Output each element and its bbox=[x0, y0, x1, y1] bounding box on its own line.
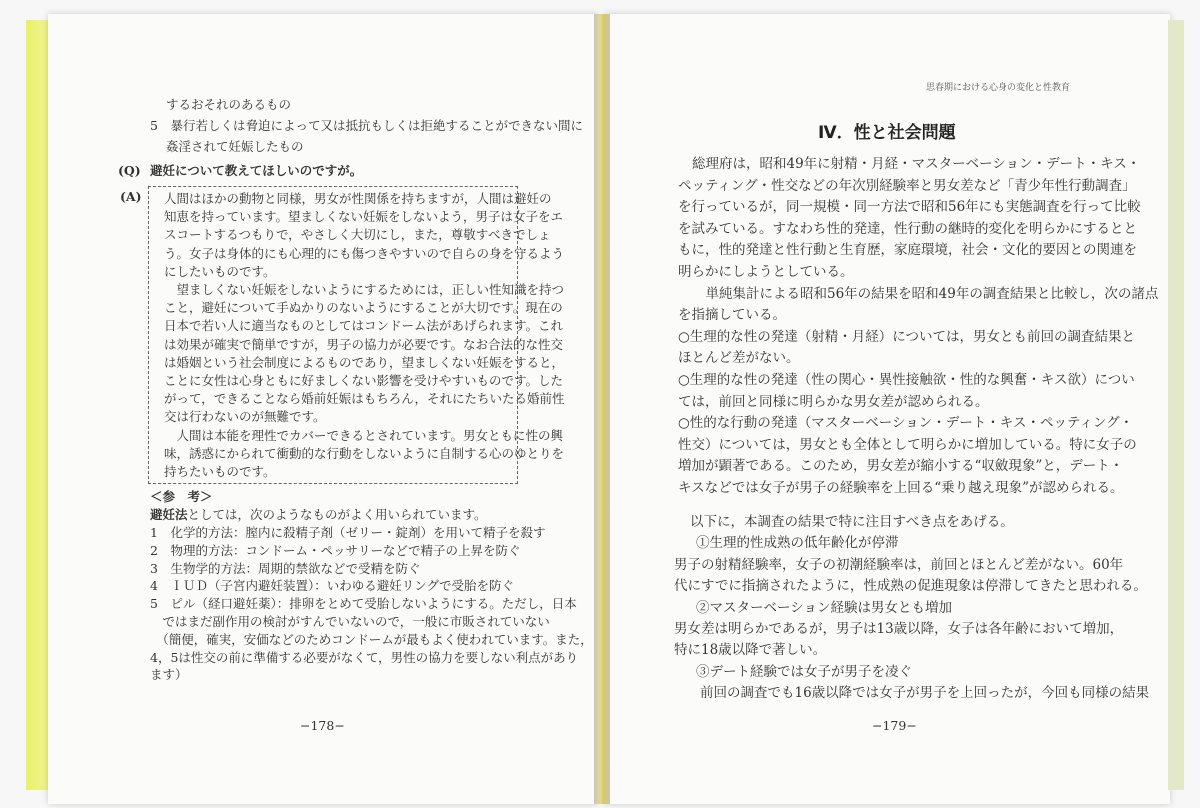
reference-lead-bold: 避妊法 bbox=[150, 507, 188, 522]
left-line: 姦淫されて妊娠したもの bbox=[166, 139, 304, 154]
question-text: 避妊について教えてほしいのですが。 bbox=[150, 163, 363, 178]
text-line: を行っているが，同一規模・同一方法で昭和56年にも実態調査を行って比較 bbox=[678, 199, 1141, 216]
section-heading: Ⅳ．性と社会問題 bbox=[818, 123, 956, 143]
text-line: 4，5は性交の前に準備する必要がなくて，男性の協力を要しない利点があり bbox=[150, 649, 579, 665]
text-line: を指摘している。 bbox=[678, 307, 786, 324]
text-line: キスなどでは女子が男子の経験率を上回る“乗り越え現象”が認められる。 bbox=[678, 480, 1124, 496]
text-line: 味，誘惑にかられて衝動的な行動をしないように自制する心のゆとりを bbox=[164, 445, 565, 461]
text-line: もに，性的発達と性行動と生育歴，家庭環境，社会・文化的要因との関連を bbox=[678, 242, 1137, 259]
text-line: を試みている。すなわち性的発達，性行動の継時的変化を明らかにするとと bbox=[678, 220, 1137, 237]
text-line: は効果が確実で簡単ですが，男子の協力が必要です。なお合法的な性交 bbox=[164, 336, 564, 352]
text-line: 特に18歳以降で著しい。 bbox=[674, 642, 827, 659]
text-line: 以下に，本調査の結果で特に注目すべき点をあげる。 bbox=[690, 514, 1014, 530]
text-line: 代にすでに指摘されたように，性成熟の促進現象は停滞してきたと思われる。 bbox=[674, 578, 1147, 595]
text-line: ○生理的な性の発達（射精・月経）については，男女とも前回の調査結果と bbox=[678, 328, 1136, 345]
left-line: 5 暴行若しくは脅迫によって又は抵抗もしくは拒絶することができない間に bbox=[150, 118, 583, 133]
text-line: 4 ＩＵＤ（子宮内避妊装置）：いわゆる避妊リングで受胎を防ぐ bbox=[150, 578, 514, 594]
reference-lead-rest: としては，次のようなものがよく用いられています。 bbox=[187, 507, 487, 522]
text-line: 明らかにしようとしている。 bbox=[678, 264, 854, 280]
text-line: ①生理的性成熟の低年齢化が停滞 bbox=[696, 535, 899, 552]
text-line: 望ましくない妊娠をしないようにするためには，正しい性知識を持つ bbox=[164, 282, 565, 297]
left-line: するおそれのあるもの bbox=[166, 97, 292, 112]
text-line: がって，できることなら婚前妊娠はもちろん，それにたちいたる婚前性 bbox=[164, 391, 565, 407]
text-line: 増加が顕著である。このため，男女差が縮小する“収斂現象”と，デート・ bbox=[678, 458, 1124, 475]
text-line: にしたいものです。 bbox=[164, 263, 276, 279]
text-line: 総理府は，昭和49年に射精・月経・マスターベーション・デート・キス・ bbox=[692, 156, 1141, 172]
text-line: 2 物理的方法：コンドーム・ペッサリーなどで精子の上昇を防ぐ bbox=[150, 542, 521, 558]
text-line: ではまだ副作用の検討がすんでいないので，一般に市販されていない bbox=[150, 614, 550, 629]
page-number-left: −178− bbox=[300, 718, 345, 733]
text-line: ほとんど差がない。 bbox=[678, 350, 800, 367]
text-line: 知恵を持っています。望ましくない妊娠をしないよう，男子は女子をエ bbox=[164, 209, 564, 225]
text-line: ○生理的な性の発達（性の関心・異性接触欲・性的な興奮・キス欲）につい bbox=[678, 372, 1135, 388]
text-line: 人間はほかの動物と同様，男女が性関係を持ちますが，人間は避妊の bbox=[164, 191, 552, 206]
text-line: スコートするつもりで，やさしく大切にし，また，尊敬すべきでしょ bbox=[164, 227, 551, 243]
text-line: （簡便，確実，安価などのためコンドームが最もよく使われています。また， bbox=[150, 631, 593, 647]
text-line: 男女差は明らかであるが，男子は13歳以降，女子は各年齢において増加， bbox=[674, 621, 1124, 637]
text-line: 1 化学的方法：膣内に殺精子剤（ゼリー・錠剤）を用いて精子を殺す bbox=[150, 525, 546, 540]
text-line: 日本で若い人に適当なものとしてはコンドーム法があげられます。これ bbox=[164, 318, 564, 334]
text-line: ③デート経験では女子が男子を凌ぐ bbox=[696, 663, 912, 680]
book-spine bbox=[594, 14, 610, 804]
text-line: 5 ピル（経口避妊薬）：排卵をとめて受胎しないようにする。ただし，日本 bbox=[150, 596, 577, 612]
text-line: ます） bbox=[150, 667, 188, 683]
text-line: 前回の調査でも16歳以降では女子が男子を上回ったが，今回も同様の結果 bbox=[700, 685, 1150, 702]
text-line: ペッティング・性交などの年次別経験率と男女差など「青少年性行動調査」 bbox=[678, 177, 1136, 194]
page-number-right: −179− bbox=[872, 718, 917, 733]
text-line: 交は行わないのが無難です。 bbox=[164, 409, 326, 425]
text-line: こと，避妊について手ぬかりのないようにすることが大切です。現在の bbox=[164, 300, 563, 316]
question-marker: (Q) bbox=[118, 163, 141, 178]
answer-marker: (A) bbox=[120, 189, 142, 204]
green-page-edge bbox=[1168, 20, 1184, 790]
text-line: 単純集計による昭和56年の結果を昭和49年の調査結果と比較し，次の諸点 bbox=[692, 285, 1159, 302]
text-line: う。女子は身体的にも心理的にも傷つきやすいので自らの身を守るよう bbox=[164, 245, 565, 261]
text-line: ②マスターベーション経験は男女とも増加 bbox=[696, 599, 952, 616]
text-line: 男子の射精経験率，女子の初潮経験率は，前回とほとんど差がない。60年 bbox=[674, 556, 1124, 573]
text-line: ことに女性は心身ともに好ましくない影響を受けやすいものです。した bbox=[164, 373, 564, 388]
text-line: 3 生物学的方法：周期的禁欲などで受精を防ぐ bbox=[150, 560, 421, 576]
reference-heading: ＜参 考＞ bbox=[150, 489, 213, 504]
text-line: ては，前回と同様に明らかな男女差が認められる。 bbox=[678, 393, 989, 410]
running-header: 思春期における心身の変化と性教育 bbox=[926, 83, 1071, 93]
text-line: 人間は本能を理性でカバーできるとされています。男女ともに性の興 bbox=[164, 427, 564, 443]
text-line: ○性的な行動の発達（マスターベーション・デート・キス・ペッティング・ bbox=[678, 415, 1134, 432]
text-line: は婚姻という社会制度によるものであり，望ましくない妊娠をすると， bbox=[164, 354, 565, 370]
text-line: 持ちたいものです。 bbox=[164, 464, 276, 479]
text-line: 性交）については，男女とも全体として明らかに増加している。特に女子の bbox=[678, 436, 1137, 453]
